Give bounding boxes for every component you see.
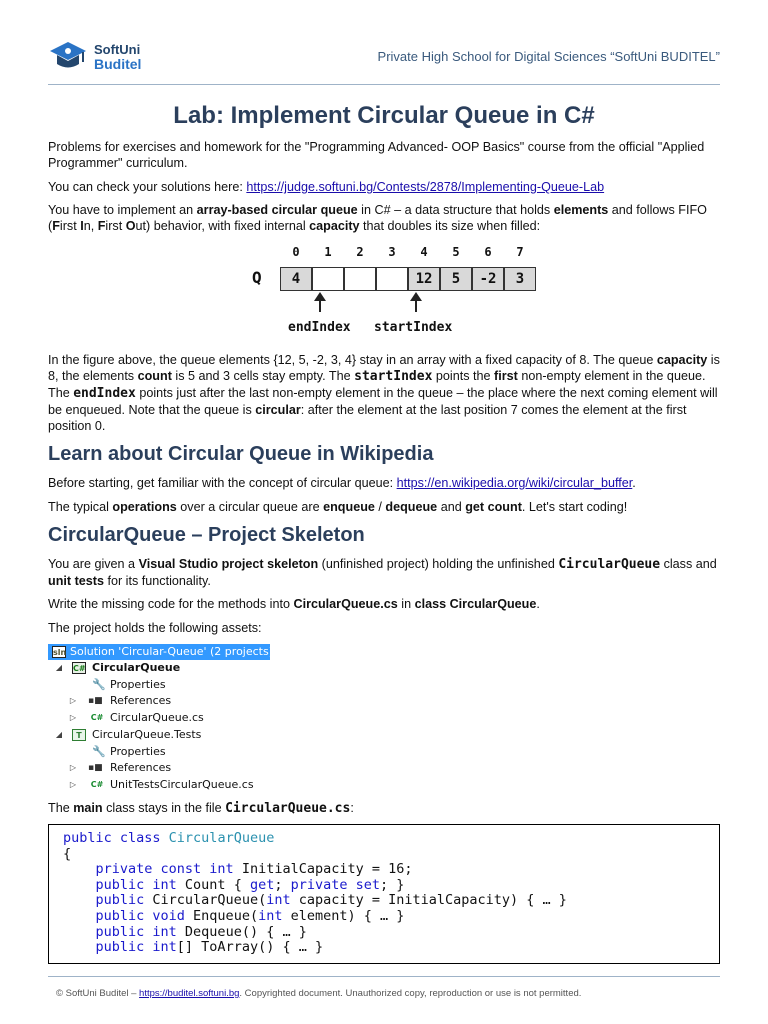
header-divider	[48, 84, 720, 85]
code-text: endIndex	[73, 386, 136, 401]
text: Write the missing code for the methods into	[48, 597, 294, 611]
bold-text: circular	[255, 403, 301, 417]
wiki-paragraph	[48, 475, 720, 491]
csharp-project-icon: C#	[73, 664, 86, 673]
collapsed-triangle-icon[interactable]: ▷	[69, 780, 77, 789]
text: in	[397, 597, 415, 611]
code-text: element) { … }	[282, 907, 405, 924]
judge-link[interactable]: https://judge.softuni.bg/Contests/2878/Implementing-Queue-Lab	[246, 180, 605, 194]
array-index-label: 1	[324, 245, 332, 259]
intro-paragraph: Problems for exercises and homework for the "Programming Advanced- OOP Basics" course from the official "Applied Programmer" curriculum.	[48, 140, 705, 170]
code-line	[63, 925, 705, 941]
text: points just after the last non-empty element in the queue – the place where the next coming element will be enqueued. Note that the queue is	[48, 386, 718, 417]
text: for its functionality.	[103, 574, 211, 588]
solution-explorer	[48, 644, 274, 794]
start-index-label: startIndex	[374, 320, 453, 335]
code-text: ; }	[380, 876, 405, 893]
text: points the	[432, 369, 495, 383]
file-node-unittests-cs[interactable]	[48, 777, 270, 793]
file-label: CircularQueue.cs	[110, 711, 204, 724]
collapsed-triangle-icon[interactable]: ▷	[69, 763, 77, 772]
array-index-label: 3	[388, 245, 396, 259]
skeleton-paragraph	[48, 556, 720, 589]
references-label: References	[110, 694, 172, 707]
page-title: Lab: Implement Circular Queue in C#	[173, 102, 595, 129]
keyword: public int	[63, 939, 177, 956]
solution-node[interactable]	[48, 644, 274, 660]
text: in C# – a data structure that holds	[357, 203, 554, 217]
code-text: Enqueue(	[184, 907, 259, 924]
text: .	[632, 476, 636, 490]
code-text: startIndex	[354, 369, 433, 384]
solution-icon: sln	[53, 648, 67, 657]
text: is 8, the elements	[48, 353, 720, 383]
bold-text: F	[52, 219, 60, 233]
bold-text: get count	[465, 500, 522, 514]
bold-text: Visual Studio project skeleton	[138, 557, 319, 571]
keyword: get	[249, 876, 275, 893]
queue-cell	[376, 267, 408, 291]
bold-text: operations	[112, 500, 177, 514]
page-footer	[56, 986, 581, 1002]
code-line: {	[63, 845, 72, 862]
array-index-label: 5	[452, 245, 460, 259]
array-index-label: 6	[484, 245, 492, 259]
text: (unfinished project) holding the unfinished	[318, 557, 559, 571]
project-label: CircularQueue	[92, 661, 181, 674]
array-index-label: 0	[292, 245, 300, 259]
code-line	[63, 831, 705, 847]
queue-cell	[344, 267, 376, 291]
type-name: CircularQueue	[168, 830, 275, 846]
bold-text: first	[494, 369, 518, 383]
solution-label: Solution 'Circular-Queue' (2 projects)	[70, 645, 274, 658]
code-text: CircularQueue.cs	[225, 801, 351, 816]
queue-cell: 4	[280, 267, 312, 291]
page-header	[48, 40, 720, 76]
bold-text: F	[97, 219, 106, 233]
bold-text: main	[73, 801, 103, 815]
text: class and	[660, 557, 717, 571]
wiki-section-heading: Learn about Circular Queue in Wikipedia	[48, 443, 434, 465]
queue-cell	[312, 267, 344, 291]
keyword: int	[258, 907, 283, 924]
properties-node[interactable]	[48, 744, 270, 760]
array-index-label: 4	[420, 245, 428, 259]
school-name: Private High School for Digital Sciences “SoftUni BUDITEL”	[377, 49, 720, 64]
code-line	[63, 940, 705, 956]
code-text: ;	[274, 876, 291, 893]
text: In the figure above, the queue elements {12, 5, -2, 3, 4} stay in an array with a fixed capacity of 8. The queue	[48, 353, 657, 367]
text: is 5 and 3 cells stay empty. The	[171, 369, 355, 383]
text: The	[48, 801, 74, 815]
keyword: int	[266, 892, 291, 909]
end-index-label: endIndex	[288, 320, 351, 335]
text: ut) behavior, with fixed internal	[135, 219, 310, 233]
code-text: CircularQueue(	[144, 892, 267, 909]
project-label: CircularQueue.Tests	[92, 728, 202, 741]
assets-paragraph: The project holds the following assets:	[48, 621, 262, 635]
wikipedia-link[interactable]: https://en.wikipedia.org/wiki/circular_buffer	[396, 476, 633, 490]
expanded-triangle-icon[interactable]: ◢	[55, 663, 63, 672]
copyright-text: © SoftUni Buditel –	[56, 988, 140, 999]
bold-text: CircularQueue.cs	[293, 597, 398, 611]
graduation-cap-icon	[48, 40, 88, 76]
code-line	[63, 893, 705, 909]
logo-line-2: Buditel	[94, 56, 142, 72]
file-label: UnitTestsCircularQueue.cs	[110, 778, 254, 791]
keyword: private const int	[63, 861, 234, 878]
csharp-file-icon: C#	[90, 780, 104, 789]
text: over a circular queue are	[176, 500, 324, 514]
solutions-text: You can check your solutions here:	[48, 180, 247, 194]
code-text: Count {	[176, 876, 250, 893]
text: irst	[59, 219, 81, 233]
keyword: public int	[63, 876, 177, 893]
bold-text: class CircularQueue	[414, 597, 537, 611]
text: . Let's start coding!	[521, 500, 628, 514]
bold-text: capacity	[309, 219, 360, 233]
bold-text: I	[80, 219, 84, 233]
bold-text: capacity	[656, 353, 708, 367]
bold-text: enqueue	[323, 500, 375, 514]
file-node-circularqueue-cs[interactable]	[48, 710, 270, 726]
references-icon: ▪■	[88, 763, 103, 773]
keyword: public int	[63, 923, 177, 940]
queue-cell: 3	[504, 267, 536, 291]
footer-divider	[48, 976, 720, 977]
missing-code-paragraph	[48, 596, 720, 612]
bold-text: count	[137, 369, 172, 383]
text: and follows FIFO (	[48, 203, 707, 233]
text: :	[350, 801, 354, 815]
text: irst	[105, 219, 126, 233]
text: .	[536, 597, 540, 611]
text: : after the element at the last position 7 comes the element at the first position 0.	[48, 403, 687, 433]
code-text: CircularQueue	[558, 557, 661, 572]
softuni-buditel-logo[interactable]	[48, 40, 158, 76]
copyright-text: . Copyrighted document. Unauthorized copy, reproduction or use is not permitted.	[239, 988, 582, 999]
properties-label: Properties	[110, 678, 166, 691]
text: non-empty element in the queue. The	[48, 369, 706, 400]
task-paragraph	[48, 202, 720, 234]
array-index-label: 7	[516, 245, 524, 259]
code-text: capacity = InitialCapacity) { … }	[290, 892, 567, 909]
end-index-arrow-icon	[319, 294, 321, 312]
keyword: public	[63, 892, 145, 909]
code-line	[63, 862, 705, 878]
text: You are given a	[48, 557, 139, 571]
csharp-file-icon: C#	[90, 713, 104, 722]
bold-text: O	[125, 219, 136, 233]
code-text: Dequeue() { … }	[176, 923, 307, 940]
project-node-tests[interactable]	[48, 727, 270, 743]
solutions-paragraph	[48, 179, 720, 195]
skeleton-section-heading: CircularQueue – Project Skeleton	[48, 524, 365, 546]
code-block	[48, 824, 720, 964]
code-line	[63, 909, 705, 925]
queue-cell: 12	[408, 267, 440, 291]
array-index-label: 2	[356, 245, 364, 259]
queue-cell: 5	[440, 267, 472, 291]
wrench-icon: 🔧	[92, 745, 106, 758]
code-text: [] ToArray() { … }	[176, 939, 324, 956]
operations-paragraph	[48, 499, 720, 515]
queue-label: Q	[252, 268, 262, 287]
main-class-paragraph	[48, 800, 720, 817]
bold-text: elements	[553, 203, 609, 217]
text: You have to implement an	[48, 203, 197, 217]
text: that doubles its size when filled:	[359, 219, 541, 233]
circular-queue-figure	[240, 244, 540, 344]
project-node-circularqueue[interactable]	[48, 660, 270, 676]
keyword: public void	[63, 907, 185, 924]
figure-explanation	[48, 352, 720, 434]
references-icon: ▪■	[88, 696, 103, 706]
expanded-triangle-icon[interactable]: ◢	[55, 730, 63, 739]
bold-text: unit tests	[48, 574, 104, 588]
text: /	[374, 500, 386, 514]
code-line	[63, 878, 705, 894]
bold-text: array-based circular queue	[196, 203, 358, 217]
buditel-link[interactable]: https://buditel.softuni.bg	[139, 988, 240, 999]
text: Before starting, get familiar with the concept of circular queue:	[48, 476, 397, 490]
start-index-arrow-icon	[415, 294, 417, 312]
text: and	[437, 500, 466, 514]
keyword: public class	[63, 830, 169, 846]
properties-node[interactable]	[48, 677, 270, 693]
keyword: private set	[290, 876, 381, 893]
properties-label: Properties	[110, 745, 166, 758]
bold-text: dequeue	[385, 500, 438, 514]
text: The typical	[48, 500, 113, 514]
wrench-icon: 🔧	[92, 678, 106, 691]
collapsed-triangle-icon[interactable]: ▷	[69, 713, 77, 722]
references-node[interactable]	[48, 693, 270, 709]
text: class stays in the file	[102, 801, 226, 815]
code-text: InitialCapacity = 16;	[233, 861, 413, 878]
references-node[interactable]	[48, 760, 270, 776]
text: n,	[83, 219, 98, 233]
collapsed-triangle-icon[interactable]: ▷	[69, 696, 77, 705]
test-project-icon: T	[72, 729, 86, 741]
references-label: References	[110, 761, 172, 774]
logo-line-1: SoftUni	[94, 42, 141, 57]
queue-cell: -2	[472, 267, 504, 291]
